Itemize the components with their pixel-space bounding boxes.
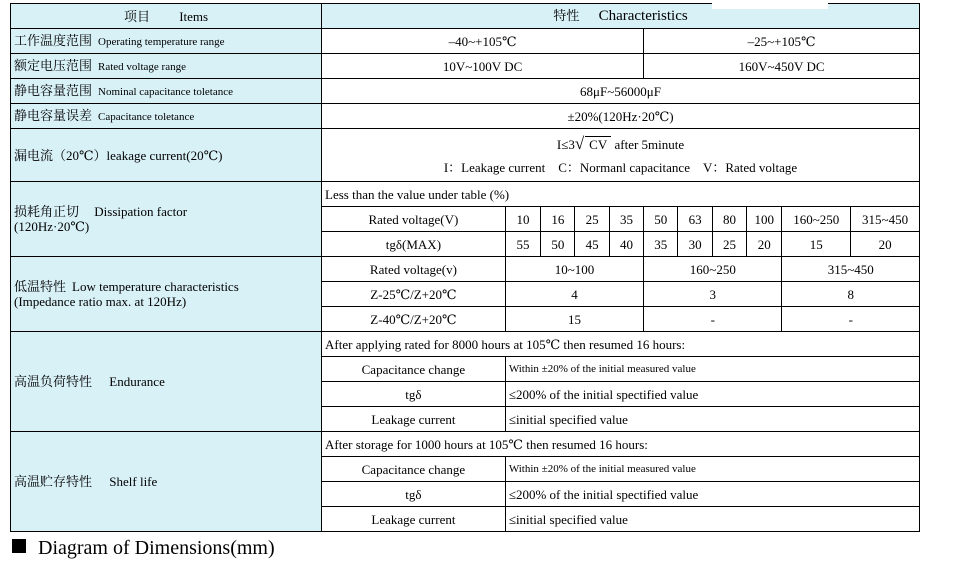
rated-voltage-high: 160V~450V DC xyxy=(644,54,920,79)
dissipation-voltage-cell: 16 xyxy=(541,207,575,232)
leakage-value xyxy=(322,129,920,182)
shelf-leak-label: Leakage current xyxy=(322,507,506,532)
dissipation-label xyxy=(11,182,322,257)
shelf-label-cn: 高温贮存特性 xyxy=(14,474,93,489)
rated-voltage-low: 10V~100V DC xyxy=(322,54,644,79)
cap-tolerance-label-en: Capacitance toletance xyxy=(98,110,195,123)
dissipation-label-cond: (120Hz·20℃) xyxy=(14,219,90,234)
endurance-label-cn: 高温负荷特性 xyxy=(14,374,93,389)
endurance-label-en: Endurance xyxy=(109,374,165,389)
header-char-en: Characteristics xyxy=(598,8,688,24)
sqrt-icon: √ xyxy=(574,133,585,153)
dissipation-tg-cell: 45 xyxy=(575,232,609,257)
low-temp-range-cell: 160~250 xyxy=(644,257,782,282)
operating-temp-label-cn: 工作温度范围 xyxy=(14,32,93,48)
scan-artifact xyxy=(712,0,828,9)
dissipation-tg-cell: 40 xyxy=(609,232,643,257)
shelf-intro: After storage for 1000 hours at 105℃ then resumed 16 hours: xyxy=(322,432,920,457)
endurance-leak-label: Leakage current xyxy=(322,407,506,432)
low-temp-z25-cell: 3 xyxy=(644,282,782,307)
dissipation-label-en: Dissipation factor xyxy=(94,204,188,219)
leakage-label xyxy=(11,129,322,182)
endurance-leak-value: ≤initial specified value xyxy=(505,407,919,432)
nominal-cap-value: 68μF~56000μF xyxy=(322,79,920,104)
low-temp-z25-cell: 4 xyxy=(505,282,643,307)
low-temp-range-cell: 315~450 xyxy=(782,257,920,282)
dissipation-tg-cell: 15 xyxy=(782,232,851,257)
low-temp-z25-cell: 8 xyxy=(782,282,920,307)
shelf-cap-value: Within ±20% of the initial measured value xyxy=(505,457,919,482)
operating-temp-label-en: Operating temperature range xyxy=(98,35,225,48)
dissipation-tg-cell: 35 xyxy=(644,232,678,257)
cap-tolerance-label-cn: 静电容量误差 xyxy=(14,107,93,123)
dissipation-voltage-cell: 315~450 xyxy=(851,207,920,232)
operating-temp-high-voltage: –25~+105℃ xyxy=(644,29,920,54)
header-char-cn: 特性 xyxy=(553,8,580,23)
endurance-intro-row xyxy=(11,332,920,357)
dissipation-tg-cell: 50 xyxy=(541,232,575,257)
low-temp-label xyxy=(11,257,322,332)
endurance-label xyxy=(11,332,322,432)
leakage-formula-after: after 5minute xyxy=(614,136,685,152)
shelf-intro-row xyxy=(11,432,920,457)
dissipation-tg-cell: 20 xyxy=(747,232,782,257)
header-items-cn: 项目 xyxy=(123,8,150,24)
dissipation-tg-label: tgδ(MAX) xyxy=(322,232,506,257)
characteristics-table xyxy=(10,3,920,532)
rated-voltage-label-en: Rated voltage range xyxy=(98,60,186,73)
dissipation-tg-cell: 25 xyxy=(712,232,746,257)
leakage-formula xyxy=(325,133,916,153)
endurance-cap-value: Within ±20% of the initial measured value xyxy=(505,357,919,382)
leakage-formula-cv: CV xyxy=(585,136,611,152)
dissipation-voltage-cell: 35 xyxy=(609,207,643,232)
leakage-formula-lhs: I≤3 xyxy=(556,136,575,152)
spec-sheet xyxy=(10,3,920,532)
leakage-row xyxy=(11,129,920,182)
endurance-tg-label: tgδ xyxy=(322,382,506,407)
low-temp-voltage-label: Rated voltage(v) xyxy=(322,257,506,282)
dissipation-voltage-label: Rated voltage(V) xyxy=(322,207,506,232)
dissipation-voltage-cell: 25 xyxy=(575,207,609,232)
dissipation-voltage-cell: 63 xyxy=(678,207,712,232)
shelf-label-en: Shelf life xyxy=(109,474,158,489)
square-bullet-icon xyxy=(12,539,26,553)
shelf-cap-label: Capacitance change xyxy=(322,457,506,482)
section-heading xyxy=(12,537,275,560)
dissipation-tg-cell: 30 xyxy=(678,232,712,257)
leakage-legend: I：Leakage current C：Normanl capacitance V：Rated voltage xyxy=(443,159,798,175)
low-temp-z40-label: Z-40℃/Z+20℃ xyxy=(322,307,506,332)
nominal-cap-label-en: Nominal capacitance toletance xyxy=(98,85,233,98)
header-characteristics xyxy=(322,4,920,29)
dissipation-intro: Less than the value under table (%) xyxy=(322,182,920,207)
operating-temp-row xyxy=(11,29,920,54)
low-temp-z40-cell: 15 xyxy=(505,307,643,332)
nominal-cap-label xyxy=(11,79,322,104)
low-temp-voltage-row xyxy=(11,257,920,282)
low-temp-range-cell: 10~100 xyxy=(505,257,643,282)
shelf-tg-value: ≤200% of the initial spectified value xyxy=(505,482,919,507)
dissipation-voltage-cell: 100 xyxy=(747,207,782,232)
low-temp-label-sub: (Impedance ratio max. at 120Hz) xyxy=(14,294,187,309)
dissipation-intro-row xyxy=(11,182,920,207)
shelf-label xyxy=(11,432,322,532)
rated-voltage-row xyxy=(11,54,920,79)
leakage-label-cn: 漏电流（20℃） xyxy=(14,147,107,163)
cap-tolerance-row xyxy=(11,104,920,129)
operating-temp-low-voltage: –40~+105℃ xyxy=(322,29,644,54)
endurance-tg-value: ≤200% of the initial spectified value xyxy=(505,382,919,407)
dissipation-tg-cell: 20 xyxy=(851,232,920,257)
dissipation-voltage-cell: 80 xyxy=(712,207,746,232)
nominal-cap-label-cn: 静电容量范围 xyxy=(14,82,93,98)
operating-temp-label xyxy=(11,29,322,54)
rated-voltage-label-cn: 额定电压范围 xyxy=(14,57,93,73)
dissipation-voltage-cell: 50 xyxy=(644,207,678,232)
nominal-cap-row xyxy=(11,79,920,104)
shelf-tg-label: tgδ xyxy=(322,482,506,507)
dissipation-tg-cell: 55 xyxy=(505,232,540,257)
section-heading-text: Diagram of Dimensions(mm) xyxy=(38,537,275,559)
low-temp-z40-cell: - xyxy=(782,307,920,332)
dissipation-voltage-cell: 160~250 xyxy=(782,207,851,232)
endurance-intro: After applying rated for 8000 hours at 105℃ then resumed 16 hours: xyxy=(322,332,920,357)
shelf-leak-value: ≤initial specified value xyxy=(505,507,919,532)
endurance-cap-label: Capacitance change xyxy=(322,357,506,382)
dissipation-label-cn: 损耗角正切 xyxy=(14,204,80,219)
cap-tolerance-value: ±20%(120Hz·20℃) xyxy=(322,104,920,129)
cap-tolerance-label xyxy=(11,104,322,129)
leakage-label-en: leakage current(20℃) xyxy=(106,147,223,163)
low-temp-label-en: Low temperature characteristics xyxy=(72,279,239,294)
rated-voltage-label xyxy=(11,54,322,79)
dissipation-voltage-cell: 10 xyxy=(505,207,540,232)
low-temp-z25-label: Z-25℃/Z+20℃ xyxy=(322,282,506,307)
low-temp-z40-cell: - xyxy=(644,307,782,332)
low-temp-label-cn: 低温特性 xyxy=(14,279,67,294)
header-items-en: Items xyxy=(179,8,209,24)
header-items xyxy=(11,4,322,29)
